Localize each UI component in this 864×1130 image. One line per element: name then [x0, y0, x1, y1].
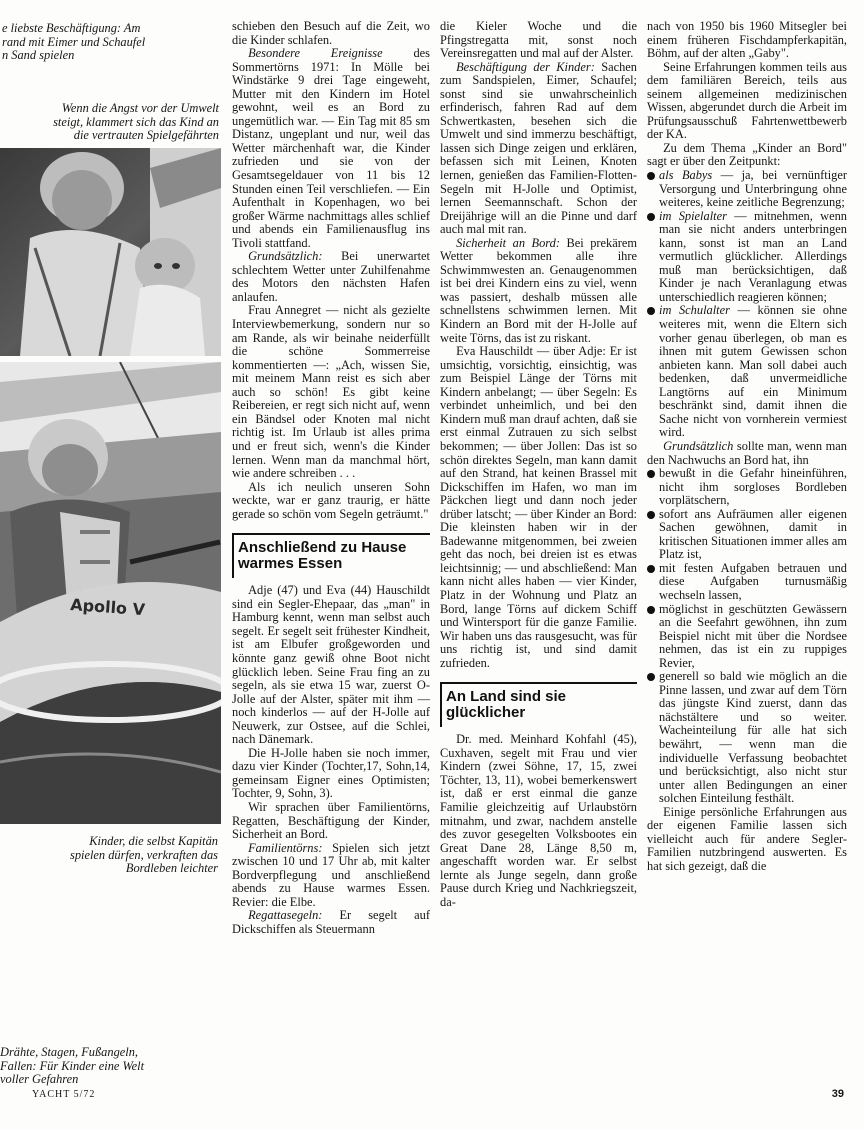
caption-bottom: Drähte, Stagen, Fußangeln, Fallen: Für Kinder eine Welt voller Gefahren: [0, 1045, 145, 1087]
paragraph: [232, 909, 430, 936]
bullet-item: [647, 304, 847, 439]
paragraph-text: möglichst in geschützten Gewässern an die Seefahrt gewöhnen, ihn zum Beispiel nicht mit über die Nordsee nehmen, das ist ein zu ruppiges Revier,: [659, 601, 847, 670]
paragraph-text: schieben den Besuch auf die Zeit, wo die Kinder schlafen.: [232, 19, 430, 47]
paragraph-text: die Kieler Woche und die Pfingstregatta mit, sonst noch Vereinsregatten und mal auf der Alster.: [440, 19, 637, 61]
bullet-item: [647, 169, 847, 210]
footer-left: YACHT 5/72: [32, 1089, 96, 1100]
paragraph: [647, 806, 847, 874]
paragraph-text: Eva Hauschildt — über Adje: Er ist umsichtig, vorsichtig, einsichtig, was zum Beispiel Länge der Törns mit Kindern anbelangt; — über Segeln: Es verbindet unheimlich, und bei den Kindern muß man drauf achten, daß sie erst einmal Zutrauen zu sich selbst bekommen; — über Jollen: Das ist so schön direktes Segeln, man kann damit auf den Strand, hat keinen Brassel mit Dickschiffen im Hafen, wo man im Päckchen liegt und dann noch jeder drüber latscht; — über Kinder an Bord: Die kleinsten haben wir in der Badewanne mitgenommen, bei zweien geht das noch, bei dreien ist es etwas leichtsinnig; — und abschließend: Man kann nicht alles haben — vier Kinder, Platz in der Wohnung und Platz an Bord, lange Törns auf dickem Schiff und Wintersport für die ganze Familie. Wir haben uns das rausgesucht, was für uns richtig ist, und sind damit zufrieden.: [440, 344, 637, 670]
column-3-top-text: [440, 20, 637, 670]
paragraph-text: Zu dem Thema „Kinder an Bord" sagt er über den Zeitpunkt:: [647, 140, 847, 169]
paragraph-text: — ja, bei vernünftiger Versorgung und Unterbringung ohne weiteres, keine zeitliche Begrenzung;: [659, 168, 847, 210]
paragraph-text: Bei unerwartet schlechtem Wetter unter Zuhilfenahme des Motors den nächsten Hafen anlaufen.: [232, 249, 430, 304]
photo-child-in-dinghy-image: [0, 362, 221, 824]
paragraph: [232, 842, 430, 910]
paragraph-text: generell so bald wie möglich an die Pinne lassen, und zwar auf dem Törn das jüngste Kind zuerst, dann das nächstältere und so weiter. Wacheinteilung für alle hat sich bewährt, — wenn man die individuelle Verfassung beobachtet und berücksichtigt, also nicht stur unter allen Bedingungen an einer solchen Einteilung festhält.: [659, 669, 847, 806]
paragraph: [440, 733, 637, 909]
bullet-item: [647, 562, 847, 603]
bullet-item: [647, 603, 847, 671]
paragraph-text: des Sommertörns 1971: In Mölle bei Windstärke 9 drei Tage eingeweht, Mutter mit den Kindern im Hotel gewohnt, weil es an Bord zu ungemütlich war. — Ein Tag mit 85 sm Distanz, ungeplant und nur, weil das Wetter märchenhaft war, die Kinder zufrieden und sie von der Gesamtsegeldauer von 11 bis 12 Stunden einen Teil verschliefen. — Ein Aufenthalt in Kopenhagen, wo bei großer Wärme nachmittags alles schlief und abends ein Familienausflug ins Tivoli stattfand.: [232, 46, 430, 250]
column-4-text: [647, 20, 847, 873]
heading-an-land: An Land sind sie glücklicher: [440, 682, 637, 727]
paragraph-lead: Besondere Ereignisse: [248, 46, 383, 61]
paragraph-lead: als Babys: [659, 168, 713, 183]
paragraph-text: Er segelt auf Dickschiffen als Steuermann: [232, 908, 430, 936]
paragraph-lead: Regattasegeln:: [248, 908, 323, 923]
paragraph: [232, 747, 430, 801]
column-2-bottom-text: [232, 584, 430, 936]
paragraph-text: Spielen sich jetzt zwischen 10 und 17 Uhr ab, mit kalter Bordverpflegung und anschließend abends zu Hause warmes Essen. Revier: die Elbe.: [232, 840, 430, 909]
paragraph: [440, 20, 637, 61]
paragraph-lead: im Spielalter: [659, 208, 727, 223]
paragraph: [232, 304, 430, 480]
column-4: [647, 20, 847, 873]
paragraph-text: Sachen zum Sandspielen, Eimer, Schaufel; sonst sind sie unwahrscheinlich erfinderisch, fahren Rad auf dem Schwertkasten, besehen sich die Umwelt und sind immerzu beschäftigt, lassen sich Dinge zeigen und erklären, befassen sich mit Leinen, Knoten lernen, genießen das Familien-Flotten-Segeln mit H-Jolle und Optimist, lernen Seemannschaft. Schon der Dreijährige will an die Pinne und darf auch mal mit ran.: [440, 59, 637, 237]
paragraph-text: Adje (47) und Eva (44) Hauschildt sind ein Segler-Ehepaar, das „man" in Hamburg kennt, wenn man selbst auch segelt. Er segelt seit frühester Kindheit, ist am Elbufer großgeworden und könnte ganz gewiß ohne Boot nicht glücklich leben. Seine Frau fing an zu segeln, als sie etwa 15 war, zuerst O-Jolle auf der Alster, später mit ihm — noch kinderlos — auf der H-Jolle auf Neuwerk, zur Ostsee, auf die Schlei, nach Dänemark.: [232, 583, 430, 747]
paragraph: [647, 61, 847, 142]
bullet-item: [647, 210, 847, 305]
caption-top: e liebste Beschäftigung: Am rand mit Eimer und Schaufel n Sand spielen: [2, 21, 146, 63]
heading-anschliessend: Anschließend zu Hause warmes Essen: [232, 533, 430, 578]
paragraph: [440, 61, 637, 237]
paragraph: [232, 801, 430, 842]
bullet-item: [647, 670, 847, 805]
photo-child-with-doll: [0, 148, 221, 356]
paragraph: [232, 250, 430, 304]
paragraph-text: Bei prekärem Wetter bekommen alle ihre Schwimmwesten an. Genaugenommen ist bei drei Kindern eins zu viel, wenn was passiert, deshalb müssen alle schnellstens schwimmen lernen. Mit Kindern an Bord mit der H-Jolle auf weite Törns, das ist zu riskant.: [440, 235, 637, 345]
paragraph-lead: Beschäftigung der Kinder:: [456, 59, 595, 74]
paragraph-text: Als ich neulich unseren Sohn weckte, war er ganz traurig, er hätte gerade so schön vom Segeln geträumt.": [232, 479, 430, 521]
paragraph: [232, 20, 430, 47]
paragraph-text: Dr. med. Meinhard Kohfahl (45), Cuxhaven, segelt mit Frau und vier Kindern (zwei Söhne, 17, 15, zwei Töchter, 13, 11), wobei bemerkenswert ist, daß er erst einmal die ganze Familie gleichzeitig auf Urlaubstörn mitnahm, und zwar, nachdem anstelle des zuvor gesegelten Volksbootes ein Great Dane 28, Länge 8,50 m, angeschafft worden war. Er selbst lernte als Junge segeln, dann große Pause durch Krieg und Nachkriegszeit, da-: [440, 732, 637, 909]
photo-child-in-dinghy: [0, 362, 221, 824]
caption-middle: Wenn die Angst vor der Umwelt steigt, klammert sich das Kind an die vertrauten Spielgefährten: [53, 101, 219, 143]
page-number: 39: [831, 1088, 844, 1100]
paragraph-text: sollte man, wenn man den Nachwuchs an Bord hat, ihn: [647, 438, 847, 467]
bullet-item: [647, 467, 847, 508]
paragraph-lead: im Schulalter: [659, 303, 730, 318]
paragraph-text: Seine Erfahrungen kommen teils aus dem familiären Bereich, teils aus seinem allgemeinen medizinischen Wissen, abgerundet durch die Arbeit im Prüfungsausschuß Fahrtenwettbewerb der KA.: [647, 59, 847, 142]
paragraph-text: Einige persönliche Erfahrungen aus der eigenen Familie lassen sich vielleicht auch für andere Segler-Familien nutzbringend auswerten. Es hat sich gezeigt, daß die: [647, 804, 847, 873]
paragraph: [232, 481, 430, 522]
paragraph-lead: Grundsätzlich: [663, 438, 734, 453]
paragraph-lead: Grundsätzlich:: [248, 249, 323, 264]
paragraph-text: Die H-Jolle haben sie noch immer, dazu vier Kinder (Tochter,17, Sohn,14, gemeinsam Eigner eines Optimisten; Tochter, 9, Sohn, 3).: [232, 745, 430, 801]
paragraph-lead: Familientörns:: [248, 840, 323, 855]
column-2: [232, 20, 430, 936]
photo-child-with-doll-image: [0, 148, 221, 356]
paragraph-text: bewußt in die Gefahr hineinführen, nicht ihm sorgloses Bordleben vorplätschern,: [659, 466, 847, 508]
paragraph: [440, 345, 637, 670]
paragraph-text: Wir sprachen über Familientörns, Regatten, Beschäftigung der Kinder, Sicherheit an Bord.: [232, 799, 430, 842]
paragraph-text: — mitnehmen, wenn man sie nicht anders unterbringen kann, sonst ist man an Land vermutlich glücklicher. Allerdings muß man berücksichtigen, daß Kinder je nach Veranlagung etwas unterschiedlich reagieren können;: [659, 208, 847, 304]
paragraph-text: — können sie ohne weiteres mit, wenn die Eltern sich vorher genau überlegen, ob man es ihnen mit gutem Gewissen schon anbieten kann. Man soll dabei auch bedenken, daß unvermeidliche Langtörns auf ein Minimum beschränkt sind, damit ihnen die Sache nicht von vornherein vermiest wird.: [659, 303, 848, 440]
paragraph-text: nach von 1950 bis 1960 Mitsegler bei einem früheren Fischdampferkapitän, Böhm, auf der alten „Gaby".: [647, 19, 847, 61]
paragraph: [647, 440, 847, 467]
paragraph-lead: Sicherheit an Bord:: [456, 235, 560, 250]
column-2-top-text: [232, 20, 430, 521]
paragraph: [232, 584, 430, 747]
paragraph-text: mit festen Aufgaben betrauen und diese Aufgaben turnusmäßig wechseln lassen,: [659, 560, 847, 602]
column-3-bottom-text: [440, 733, 637, 909]
paragraph: [232, 47, 430, 250]
paragraph: [440, 237, 637, 345]
bullet-item: [647, 508, 847, 562]
boat-name-text: Apollo V: [69, 595, 146, 620]
column-3: [440, 20, 637, 909]
paragraph-text: Frau Annegret — nicht als gezielte Interviewbemerkung, sondern nur so am Rande, als wir beinahe neiderfüllt die schöne Sommerreise kommentierten —: „Ach, wissen Sie, mit meinem Mann reist es sich aber auch so schön! Es gibt keine Reibereien, er regt sich nicht auf, wenn ein Bändsel oder Knoten mal nicht richtig ist. Im Urlaub ist alles prima und er freut sich, wenn's die Kinder lernen. Wenn man da manchmal hört, wie andere schreiben . . .: [232, 303, 430, 481]
caption-lower: Kinder, die selbst Kapitän spielen dürfen, verkraften das Bordleben leichter: [70, 834, 218, 876]
paragraph: [647, 20, 847, 61]
paragraph: [647, 142, 847, 169]
paragraph-text: sofort ans Aufräumen aller eigenen Sachen gewöhnen, damit in kritischen Situationen immer alles am Platz ist,: [659, 506, 847, 562]
